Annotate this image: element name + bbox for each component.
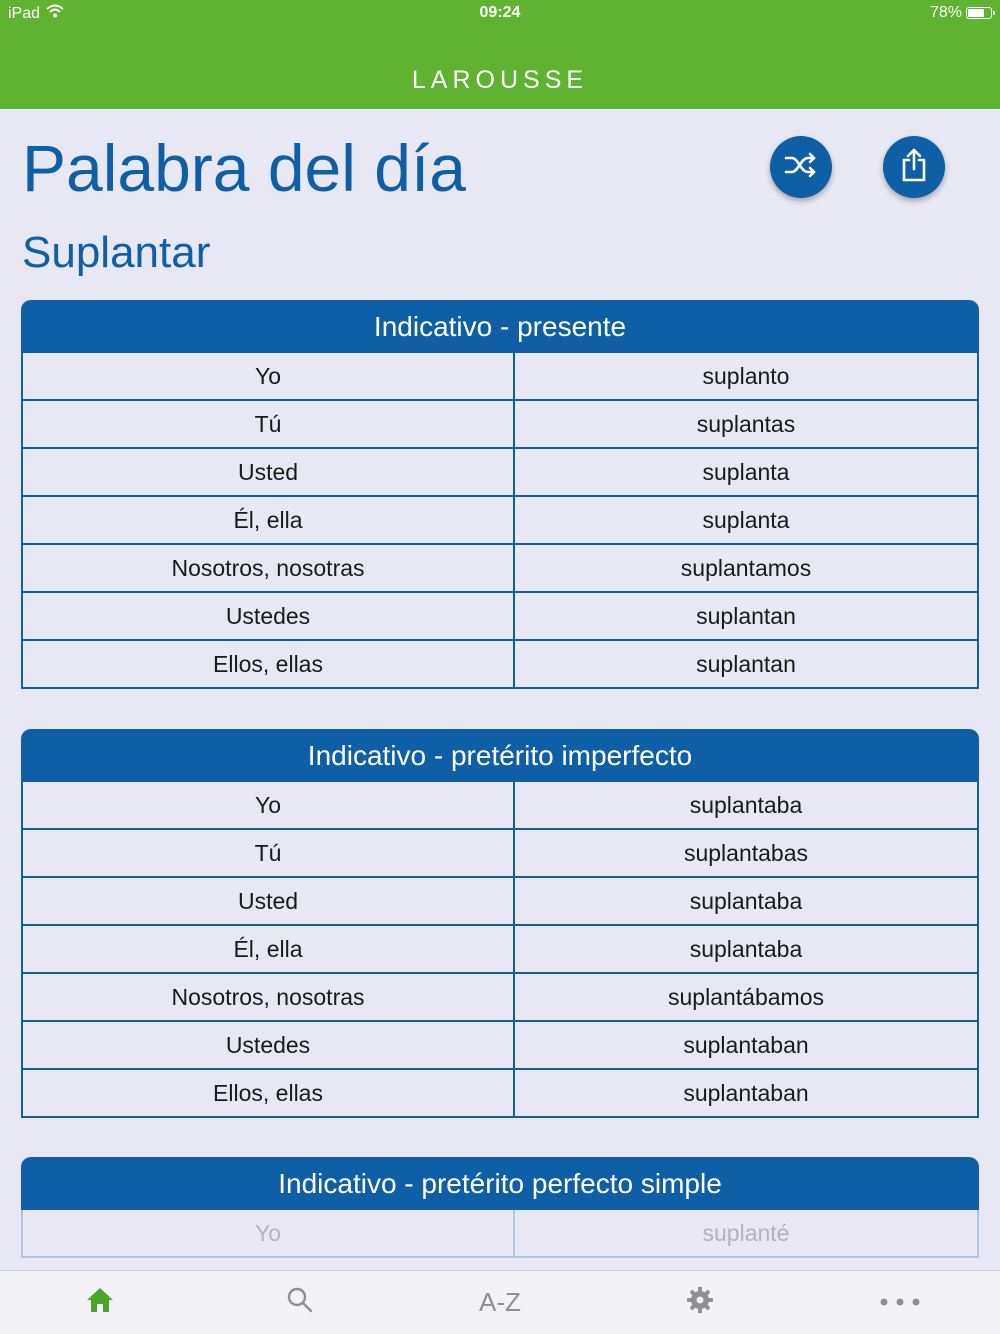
pronoun-cell: Ustedes [23, 593, 515, 639]
verb-form-cell: suplantan [696, 602, 796, 629]
table-row [21, 449, 979, 497]
conjugation-table-preterito-perfecto-simple [21, 1157, 979, 1246]
table-row [21, 545, 979, 593]
table-row [21, 641, 979, 689]
conjugation-table-preterito-imperfecto [21, 729, 979, 1118]
pronoun-cell: Nosotros, nosotras [23, 545, 515, 591]
verb-form-cell: suplantaban [683, 1079, 809, 1106]
verb-form-cell: suplanté [702, 1219, 790, 1246]
table-title: Indicativo - pretérito imperfecto [21, 729, 979, 782]
verb-form-cell: suplantas [696, 410, 796, 437]
table-row [21, 830, 979, 878]
pronoun-cell: Nosotros, nosotras [23, 974, 515, 1020]
shuffle-icon [784, 151, 818, 184]
verb-form-cell: suplanta [702, 506, 790, 533]
share-icon [899, 147, 929, 188]
pronoun-cell: Tú [23, 830, 515, 876]
pronoun-cell: Yo [23, 782, 515, 828]
table-row [21, 1022, 979, 1070]
battery-fill [968, 9, 984, 17]
verb-form-cell: suplantamos [680, 554, 812, 581]
battery-percent: 78% [929, 4, 962, 21]
verb-form-cell: suplantan [696, 650, 796, 677]
table-title: Indicativo - presente [21, 300, 979, 353]
pronoun-cell: Él, ella [23, 926, 515, 972]
table-row [21, 353, 979, 401]
pronoun-cell: Ellos, ellas [23, 641, 515, 687]
shuffle-button[interactable] [770, 136, 832, 198]
tab-search[interactable] [200, 1271, 400, 1334]
device-label: iPad [8, 4, 41, 22]
table-row [21, 926, 979, 974]
pronoun-cell: Tú [23, 401, 515, 447]
table-row [21, 1070, 979, 1118]
home-icon [85, 1286, 115, 1319]
verb-form-cell: suplantabas [683, 839, 809, 866]
pronoun-cell: Usted [23, 449, 515, 495]
pronoun-cell: Yo [23, 1210, 515, 1256]
conjugation-table-presente [21, 300, 979, 689]
table-row [21, 593, 979, 641]
verb-form-cell: suplanta [702, 458, 790, 485]
table-row [21, 497, 979, 545]
pronoun-cell: Yo [23, 353, 515, 399]
tab-home[interactable] [0, 1271, 200, 1334]
verb-form-cell: suplantaban [683, 1031, 809, 1058]
app-header [0, 0, 1000, 109]
table-row [21, 401, 979, 449]
verb-form-cell: suplanto [702, 362, 790, 389]
battery-icon [966, 7, 992, 19]
page-title: Palabra del día [22, 131, 466, 205]
tab-bar [0, 1270, 1000, 1334]
brand-logo: LAROUSSE [411, 66, 589, 94]
a-z-label: A-Z [479, 1287, 521, 1317]
table-row [21, 878, 979, 926]
gear-icon [686, 1286, 714, 1319]
table-row [21, 974, 979, 1022]
tab-settings[interactable] [600, 1271, 800, 1334]
status-time: 09:24 [479, 4, 521, 21]
word-of-day: Suplantar [22, 228, 211, 277]
search-icon [286, 1286, 314, 1319]
verb-form-cell: suplantaba [689, 791, 803, 818]
pronoun-cell: Ustedes [23, 1022, 515, 1068]
tab-a-z[interactable] [400, 1271, 600, 1334]
verb-form-cell: suplantaba [689, 887, 803, 914]
table-title: Indicativo - pretérito perfecto simple [21, 1157, 979, 1210]
share-button[interactable] [883, 136, 945, 198]
status-right [930, 4, 992, 22]
pronoun-cell: Él, ella [23, 497, 515, 543]
pronoun-cell: Usted [23, 878, 515, 924]
more-icon [879, 1294, 921, 1312]
verb-form-cell: suplantaba [689, 935, 803, 962]
verb-form-cell: suplantábamos [668, 983, 824, 1010]
tab-more[interactable] [800, 1271, 1000, 1334]
table-row [21, 1210, 979, 1258]
pronoun-cell: Ellos, ellas [23, 1070, 515, 1116]
table-row [21, 782, 979, 830]
